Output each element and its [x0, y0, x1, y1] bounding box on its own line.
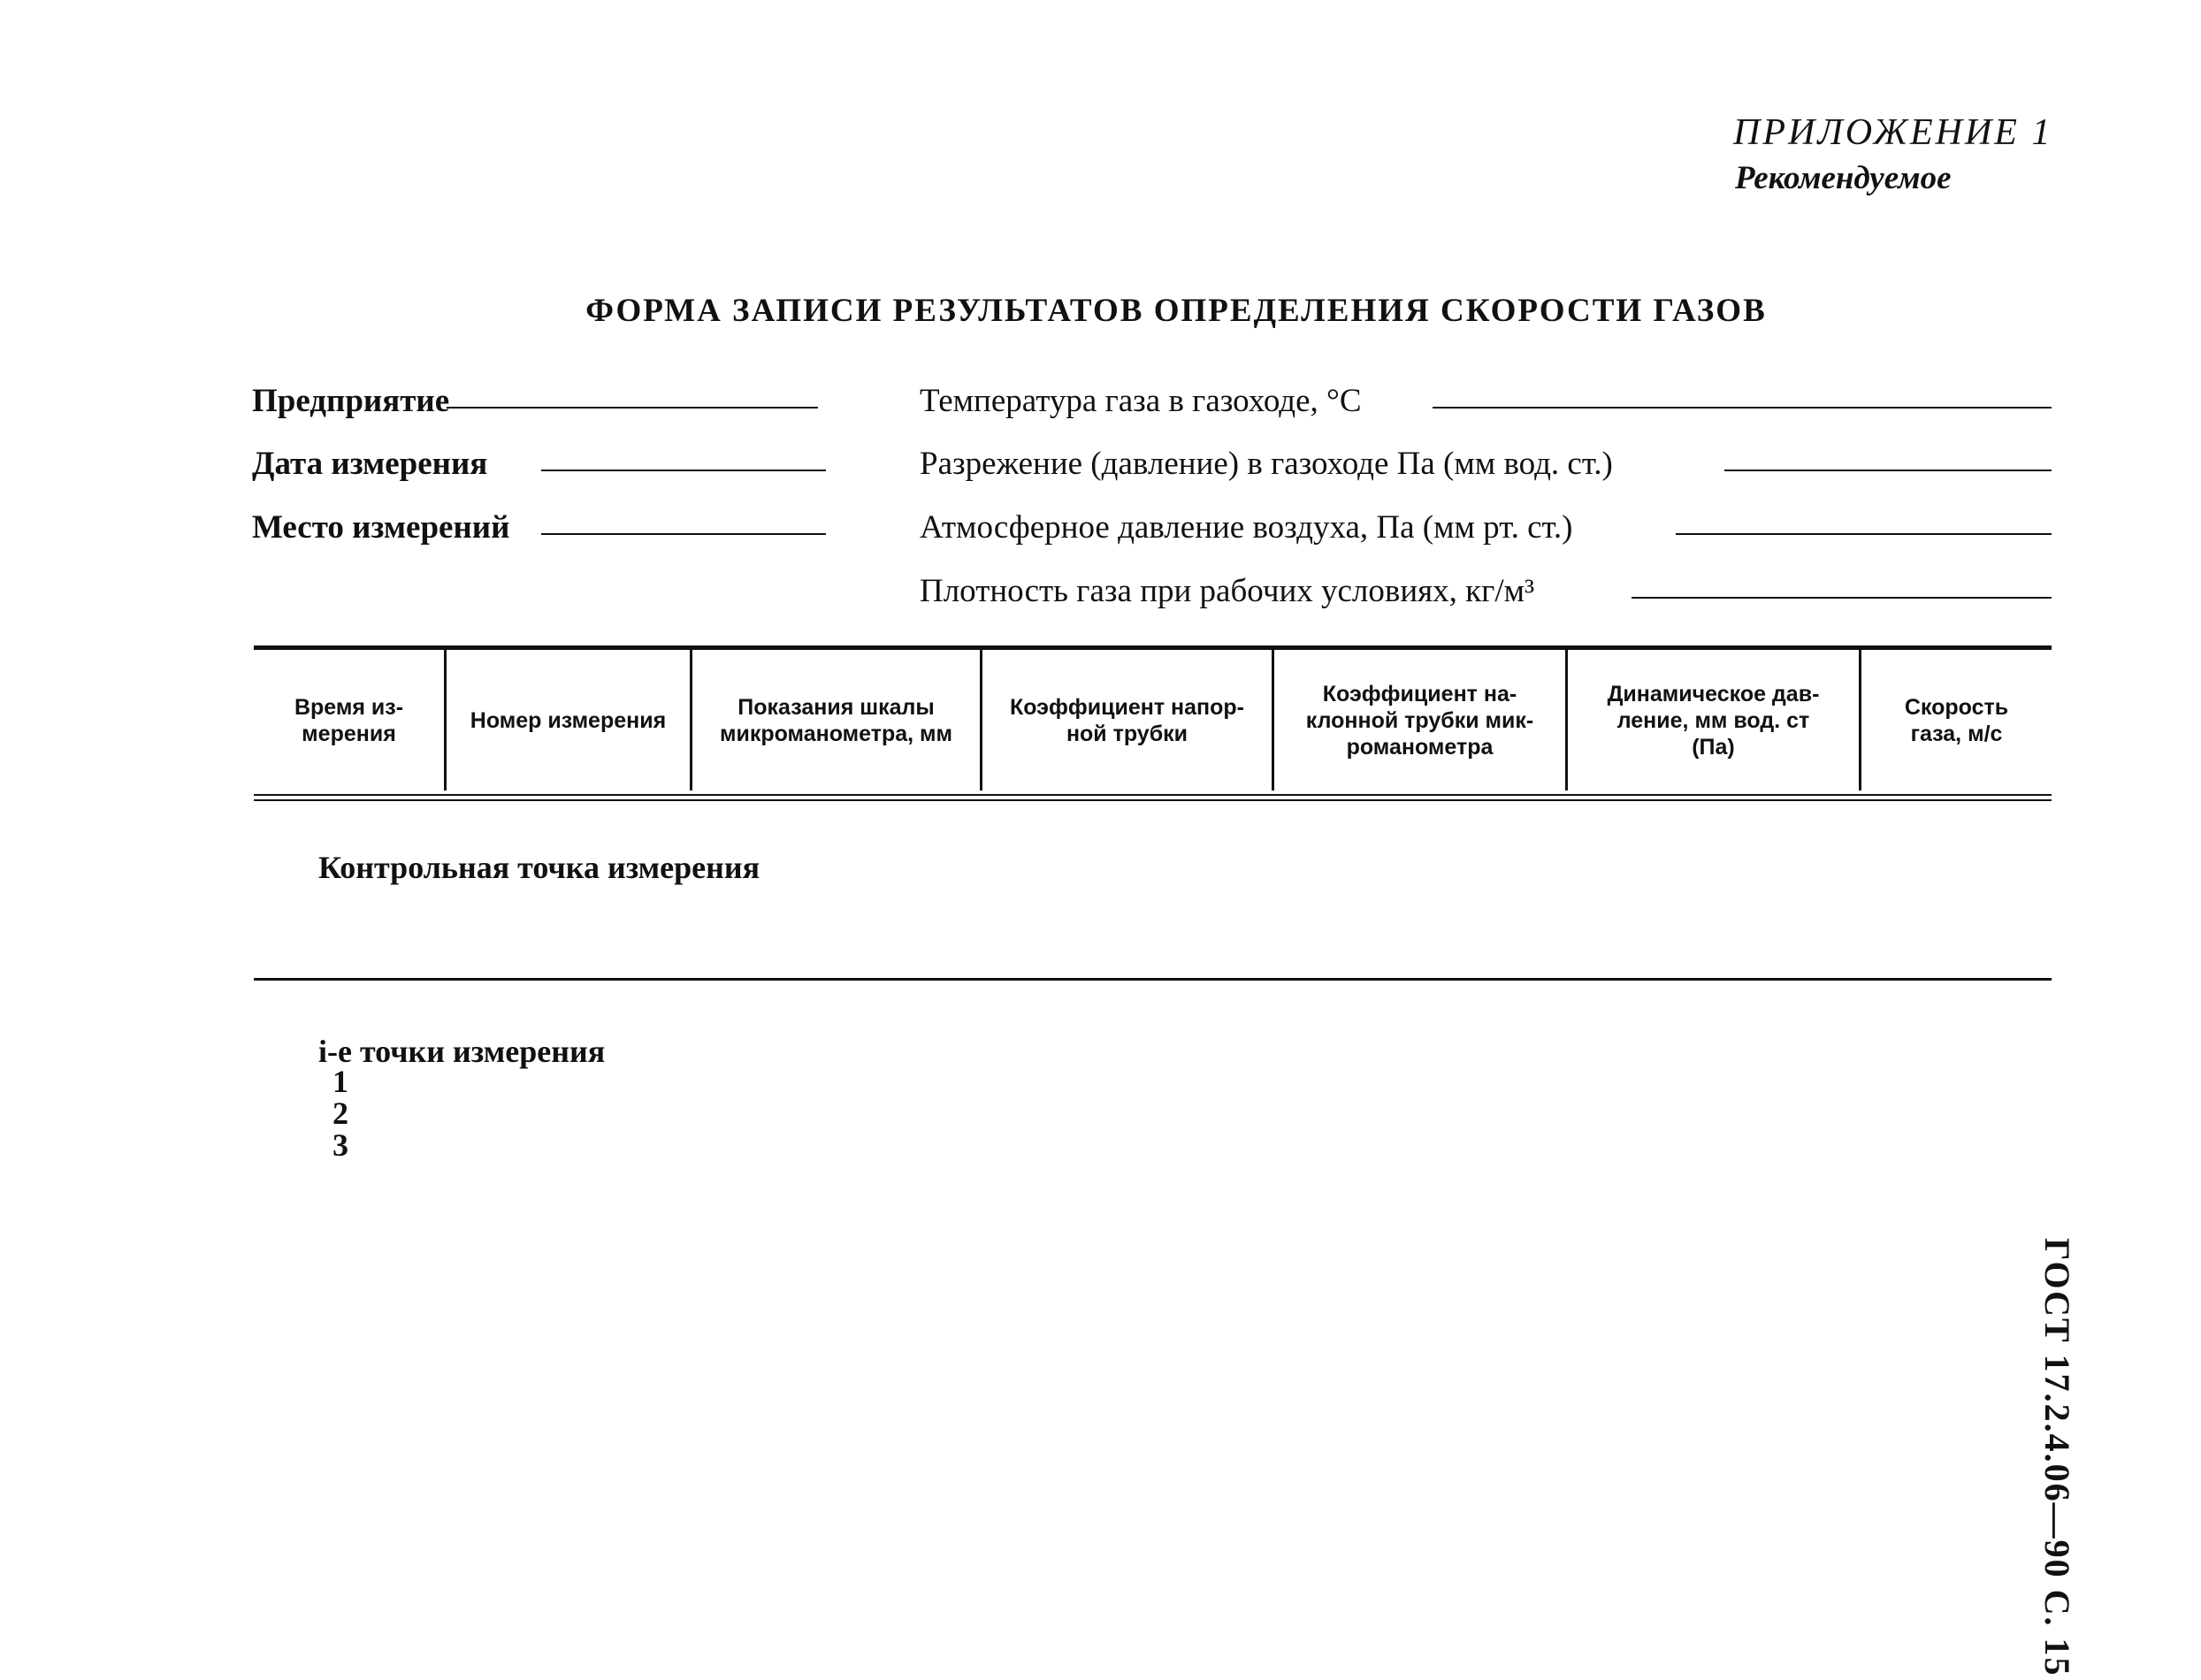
table-top-rule	[254, 645, 2052, 650]
field-label-enterprise: Предприятие	[252, 383, 450, 419]
column-header-scale-reading: Показания шкалы микроманометра, мм	[719, 695, 953, 746]
form-title: ФОРМА ЗАПИСИ РЕЗУЛЬТАТОВ ОПРЕДЕЛЕНИЯ СКОРОСТИ ГАЗОВ	[585, 293, 1767, 329]
field-label-gas-temperature: Температура газа в газоходе, °С	[920, 383, 1362, 419]
fill-line-gas-temperature[interactable]	[1433, 407, 2052, 409]
section-divider	[254, 978, 2052, 981]
control-point-label: Контрольная точка измерения	[318, 850, 760, 885]
field-label-measure-date: Дата измерения	[252, 446, 488, 482]
appendix-subtitle: Рекомендуемое	[1735, 160, 1952, 196]
fill-line-enterprise[interactable]	[447, 407, 818, 409]
column-header-time: Время из- мерения	[294, 695, 404, 746]
table-bottom-rule-2	[254, 799, 2052, 801]
field-label-atmospheric-pressure: Атмосферное давление воздуха, Па (мм рт. ст.)	[920, 509, 1573, 546]
column-header-measurement-number: Номер измерения	[470, 708, 667, 733]
fill-line-measure-place[interactable]	[541, 533, 826, 535]
page-label: ГОСТ 17.2.4.06—90 С. 15	[2037, 1238, 2077, 1677]
appendix-title: ПРИЛОЖЕНИЕ 1	[1733, 112, 2053, 153]
fill-line-gas-density[interactable]	[1632, 597, 2052, 599]
fill-line-vacuum-pressure[interactable]	[1724, 470, 2052, 471]
point-number: 2	[332, 1096, 348, 1131]
i-points-label: i-е точки измерения	[318, 1034, 606, 1069]
column-header-pitot-coefficient: Коэффициент напор- ной трубки	[1009, 695, 1245, 746]
column-header-dynamic-pressure: Динамическое дав- ление, мм вод. ст (Па)	[1607, 682, 1820, 760]
fill-line-measure-date[interactable]	[541, 470, 826, 471]
column-header-gas-velocity: Скорость газа, м/с	[1904, 695, 2009, 746]
field-label-measure-place: Место измерений	[252, 509, 510, 546]
column-header-incline-coefficient: Коэффициент на- клонной трубки мик- романометра	[1305, 682, 1534, 760]
point-number: 3	[332, 1127, 348, 1163]
point-number: 1	[332, 1064, 348, 1099]
field-label-gas-density: Плотность газа при рабочих условиях, кг/м³	[920, 573, 1535, 609]
table-bottom-rule-1	[254, 794, 2052, 796]
field-label-vacuum-pressure: Разрежение (давление) в газоходе Па (мм вод. ст.)	[920, 446, 1613, 482]
fill-line-atmospheric-pressure[interactable]	[1676, 533, 2052, 535]
